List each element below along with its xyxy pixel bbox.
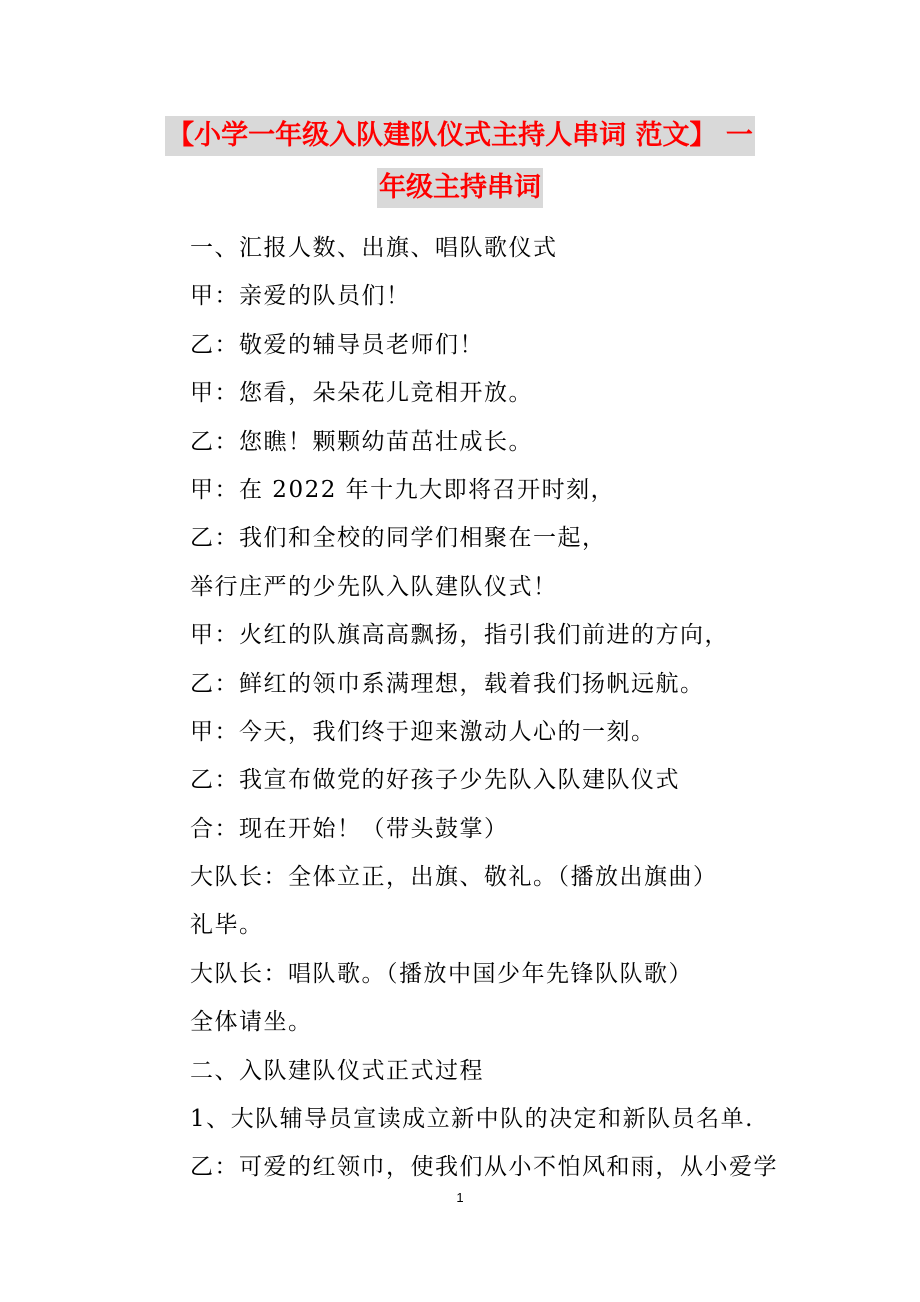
body-line: 乙：我宣布做党的好孩子少先队入队建队仪式 bbox=[190, 767, 680, 794]
body-line: 全体请坐。 bbox=[190, 1009, 313, 1036]
body-line: 一、汇报人数、出旗、唱队歌仪式 bbox=[190, 235, 558, 261]
body-line: 大队长：全体立正，出旗、敬礼。（播放出旗曲） bbox=[190, 864, 718, 891]
body-line: 甲：在 2022 年十九大即将召开时刻， bbox=[190, 476, 616, 503]
body-line: 1、大队辅导员宣读成立新中队的决定和新队员名单. bbox=[190, 1106, 754, 1133]
body-line: 合：现在开始！（带头鼓掌） bbox=[190, 815, 509, 842]
body-line: 甲：您看，朵朵花儿竞相开放。 bbox=[190, 380, 533, 407]
title-line-1 bbox=[0, 116, 920, 156]
body-line: 乙：您瞧！颗颗幼苗茁壮成长。 bbox=[190, 428, 533, 455]
page-number: 1 bbox=[456, 1190, 464, 1205]
body-line: 甲：今天，我们终于迎来激动人心的一刻。 bbox=[190, 718, 656, 745]
body-line: 举行庄严的少先队入队建队仪式！ bbox=[190, 573, 558, 600]
body-line: 大队长：唱队歌。（播放中国少年先锋队队歌） bbox=[190, 960, 693, 987]
body-line: 礼毕。 bbox=[190, 912, 264, 939]
body-line: 乙：敬爱的辅导员老师们！ bbox=[190, 331, 484, 358]
document-body bbox=[190, 226, 830, 1194]
document-title-part-1: 【小学一年级入队建队仪式主持人串词 范文】 一 bbox=[165, 116, 755, 156]
body-line: 二、入队建队仪式正式过程 bbox=[190, 1057, 484, 1084]
body-line: 甲：亲爱的队员们！ bbox=[190, 283, 411, 310]
title-line-2 bbox=[0, 168, 920, 208]
body-line: 乙：我们和全校的同学们相聚在一起， bbox=[190, 525, 607, 552]
document-title-part-2: 年级主持串词 bbox=[377, 168, 543, 208]
body-line: 甲：火红的队旗高高飘扬，指引我们前进的方向， bbox=[190, 622, 729, 649]
body-line: 乙：可爱的红领巾，使我们从小不怕风和雨，从小爱学 bbox=[190, 1154, 778, 1181]
body-line: 乙：鲜红的领巾系满理想，载着我们扬帆远航。 bbox=[190, 670, 705, 697]
